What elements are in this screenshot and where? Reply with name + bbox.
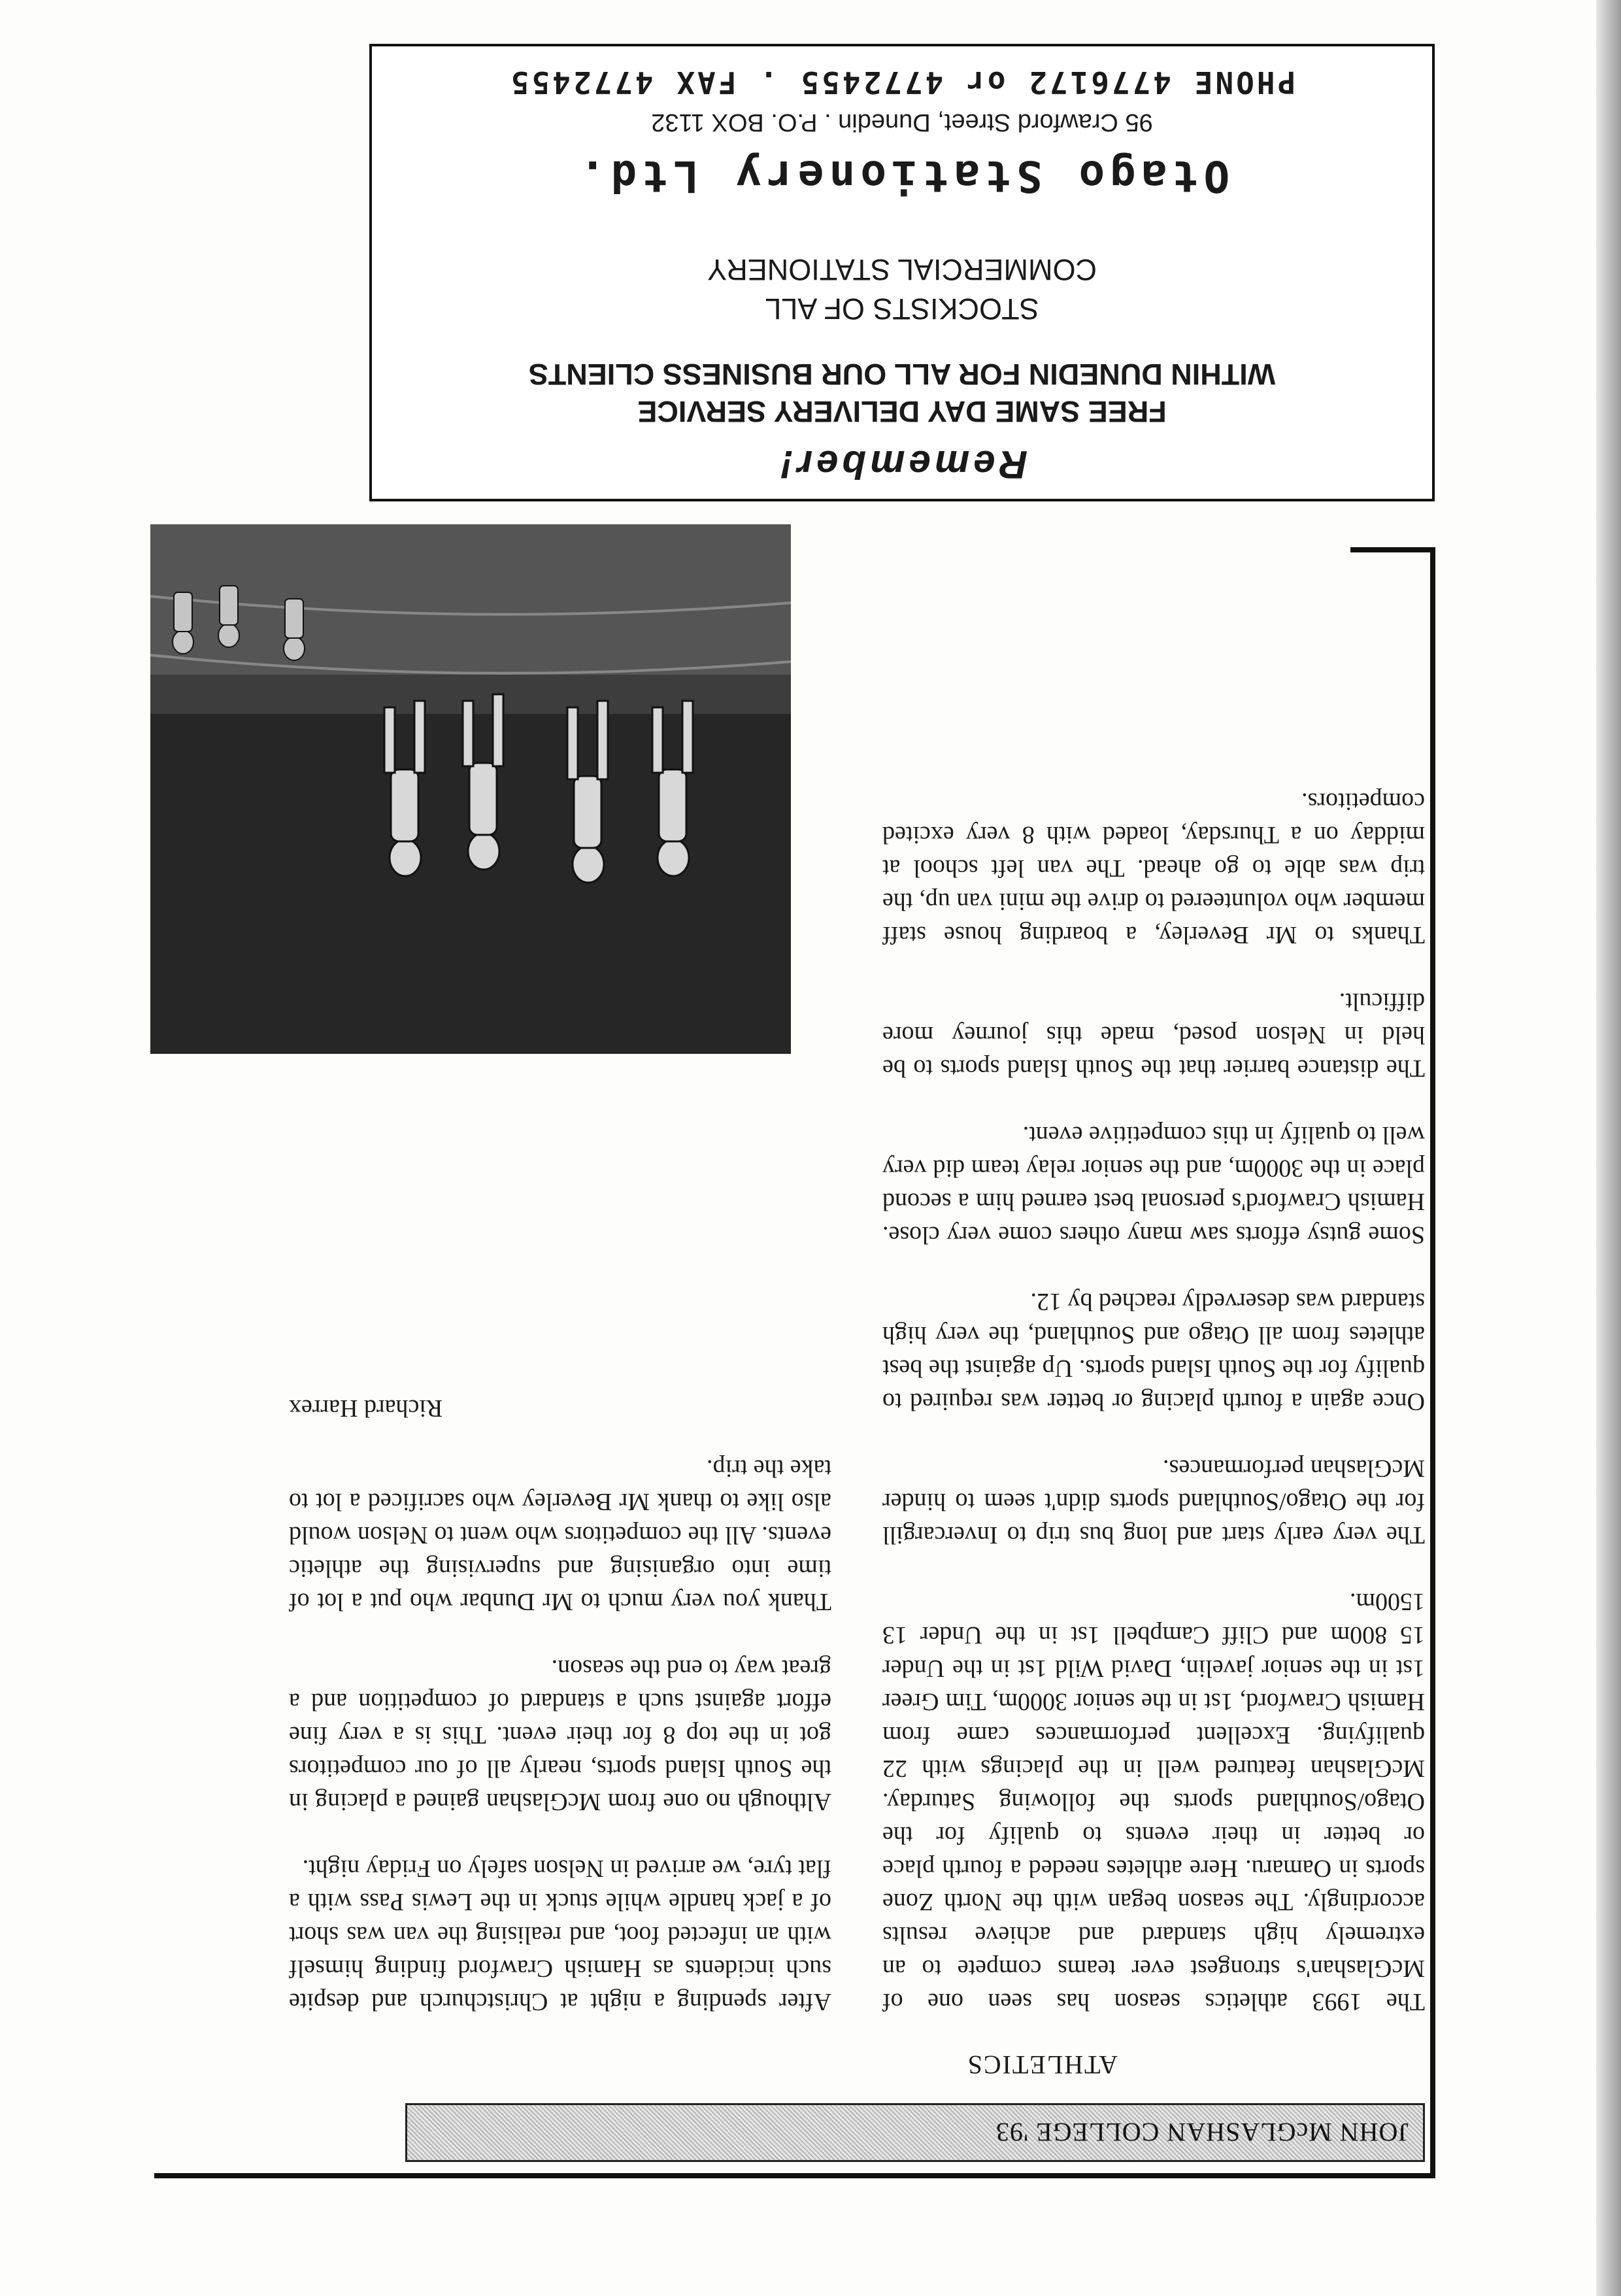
page-header-title: JOHN McGLASHAN COLLEGE '93	[995, 2118, 1409, 2148]
article-column-left	[882, 751, 1425, 2018]
paragraph: Once again a fourth placing or better was required to qualify for the South Island sports. Up against the best athletes from all Otago and Southland, the very high standard was deservedly reached by 12.	[882, 1288, 1425, 1415]
frame-line-vertical	[1430, 547, 1435, 2178]
paragraph: After spending a night at Christchurch and despite such incidents as Hamish Crawford finding himself with an infected foot, and realising the van was short of a jack handle while stuck in the Lewis Pass with a flat tyre, we arrived in Nelson safely on Friday night.	[289, 1855, 831, 2016]
author-name: Richard Harrex	[289, 1394, 443, 1422]
athletics-photo	[150, 524, 791, 1054]
paragraph: The distance barrier that the South Island sports to be held in Nelson posed, made this journey more difficult.	[882, 988, 1425, 1082]
page-header-bar	[405, 2103, 1425, 2162]
paragraph: The very early start and long bus trip to Invercargill for the Otago/Southland sports didn't seem to hinder McGlashan performances.	[882, 1455, 1425, 1549]
ad-address: 95 Crawford Street, Dunedin . P.O. BOX 1132	[651, 109, 1153, 136]
stationery-advertisement	[369, 44, 1435, 501]
section-title: ATHLETICS	[966, 2050, 1118, 2080]
paragraph: Although no one from McGlashan gained a placing in the South Island sports, nearly all of our competitors got in the top 8 for their event. This is a very fine effort against such a standard of competition and a great way to end the season.	[289, 1655, 831, 1815]
frame-line-top	[154, 2173, 1435, 2178]
ad-company-name: Otago Stationery Ltd.	[574, 151, 1230, 201]
ad-phone: PHONE 4776172 or 4772455 . FAX 4772455	[508, 65, 1296, 100]
runners-photo-illustration	[150, 524, 791, 1054]
ad-headline: Remember!	[776, 443, 1028, 486]
paragraph: Thanks to Mr Beverley, a boarding house staff member who volunteered to drive the mini van up, the trip was able to go ahead. The van left school at midday on a Thursday, loaded with 8 very excited competitors.	[882, 788, 1425, 949]
ad-stockists-line: STOCKISTS OF ALL	[765, 292, 1039, 326]
ad-stationery-line: COMMERCIAL STATIONERY	[707, 253, 1097, 286]
paragraph: Thank you very much to Mr Dunbar who put a lot of time into organising and supervising the athletic events. All the competitors who went to Nelson would also like to thank Mr Beverley who sacrificed a lot to take the trip.	[289, 1455, 831, 1615]
paragraph: The 1993 athletics season has seen one of McGlashan's strongest ever teams compete to an extremely high standard and achieve results accordingly. The season began with the North Zone sports in Oamaru. Here athletes needed a fourth place or better in their events to qualify for the Otago/Southland sports the following Saturday. McGlashan featured well in the placings with 22 qualifying. Excellent performances came from Hamish Crawford, 1st in the senior 3000m, Tim Greer 1st in the senior javelin, David Wild 1st in the Under 15 800m and Cliff Campbell 1st in the Under 13 1500m.	[882, 1588, 1425, 2016]
paragraph: Some gutsy efforts saw many others come very close. Hamish Crawford's personal best earned him a second place in the 3000m, and the senior relay team did very well to qualify in this competitive event.	[882, 1121, 1425, 1249]
ad-delivery-line-2: WITHIN DUNEDIN FOR ALL OUR BUSINESS CLIENTS	[528, 358, 1276, 391]
frame-line-bottom	[1350, 547, 1435, 552]
article-column-right	[289, 1358, 831, 2018]
ad-delivery-line: FREE SAME DAY DELIVERY SERVICE	[637, 395, 1167, 428]
scanner-edge-shadow	[1596, 0, 1621, 2296]
